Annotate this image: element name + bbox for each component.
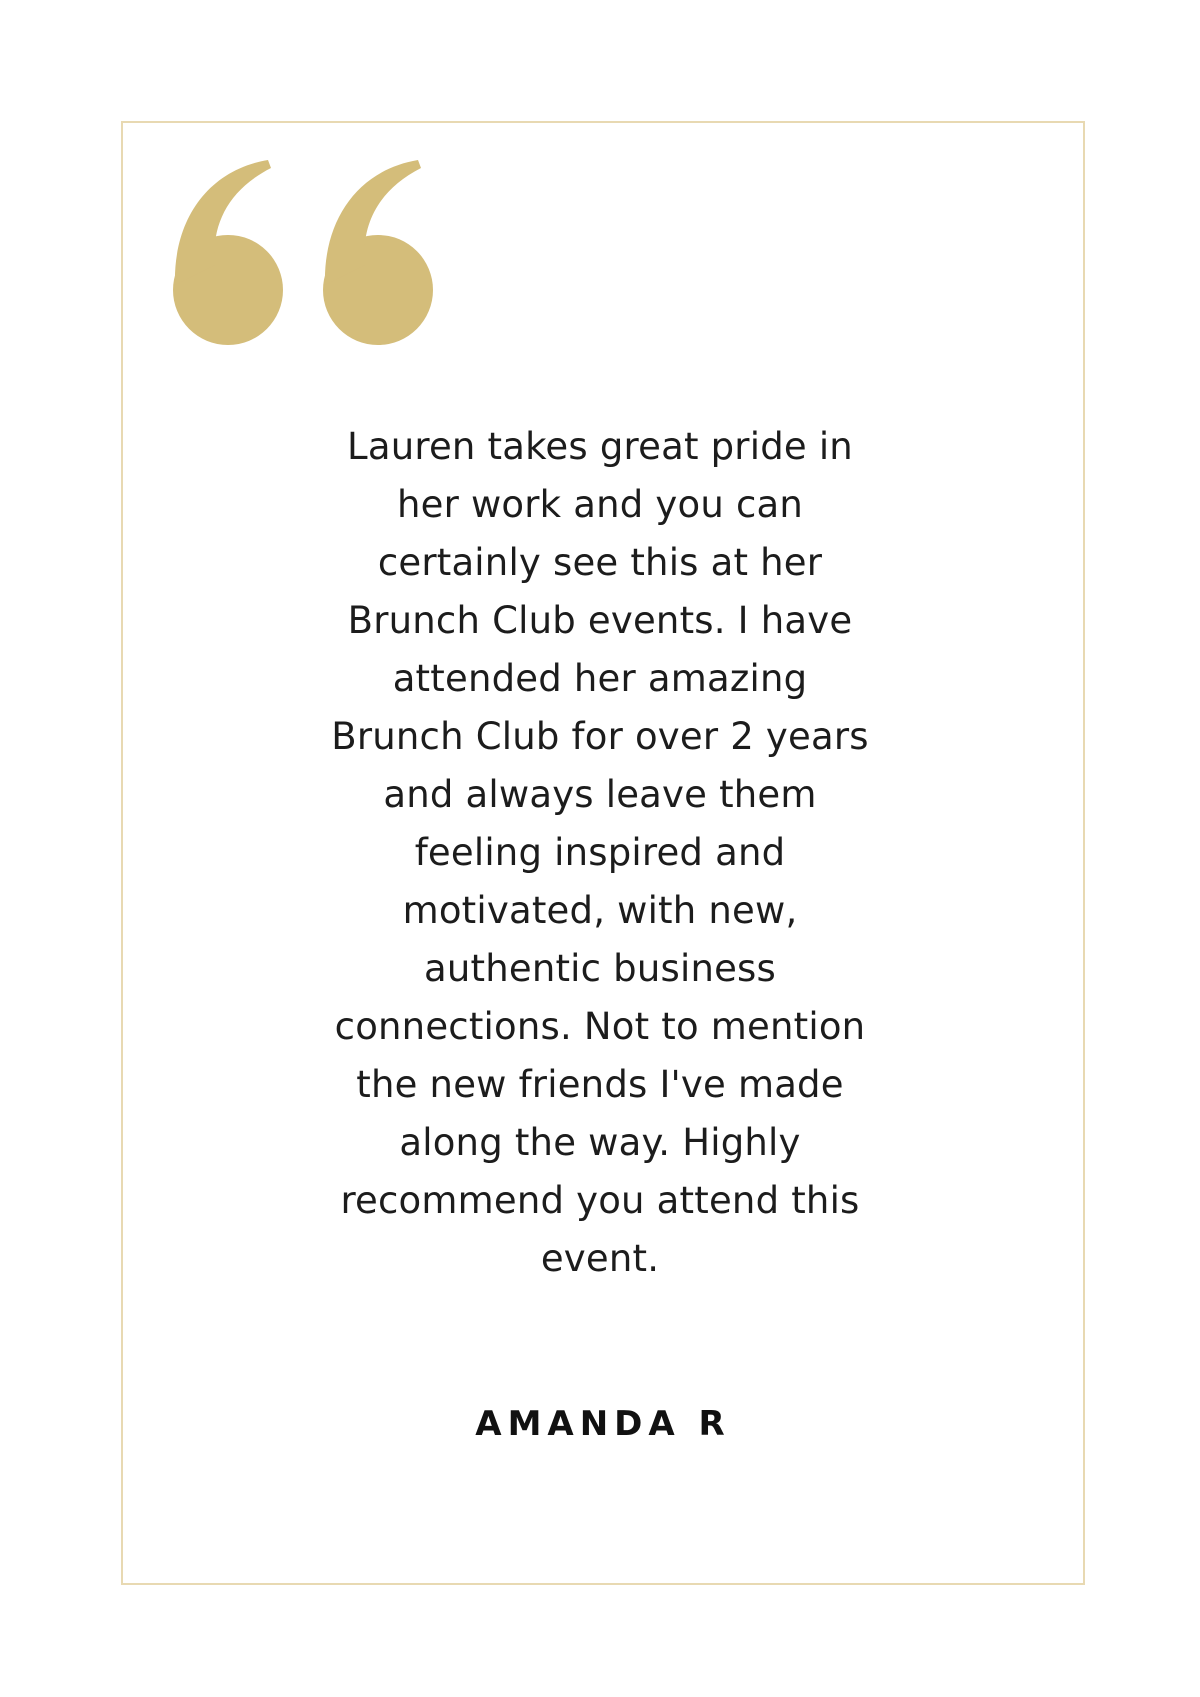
testimonial-line: Lauren takes great pride in	[347, 425, 853, 468]
testimonial-line: connections. Not to mention	[334, 1005, 866, 1048]
testimonial-line: the new friends I've made	[356, 1063, 844, 1106]
testimonial-line: along the way. Highly	[399, 1121, 801, 1164]
testimonial-line: attended her amazing	[392, 657, 808, 700]
testimonial-line: her work and you can	[396, 483, 804, 526]
testimonial-line: certainly see this at her	[377, 541, 823, 584]
author-name: AMANDA R	[475, 1404, 731, 1444]
testimonial-line: feeling inspired and	[414, 831, 786, 874]
testimonial-line: event.	[540, 1237, 660, 1280]
testimonial-line: Brunch Club events. I have	[347, 599, 853, 642]
testimonial-line: authentic business	[423, 947, 777, 990]
testimonial-line: Brunch Club for over 2 years	[331, 715, 869, 758]
testimonial-line: recommend you attend this	[340, 1179, 860, 1222]
testimonial-line: motivated, with new,	[402, 889, 798, 932]
open-quote-icon	[173, 160, 443, 350]
testimonial-text	[290, 418, 910, 1288]
testimonial-line: and always leave them	[383, 773, 817, 816]
